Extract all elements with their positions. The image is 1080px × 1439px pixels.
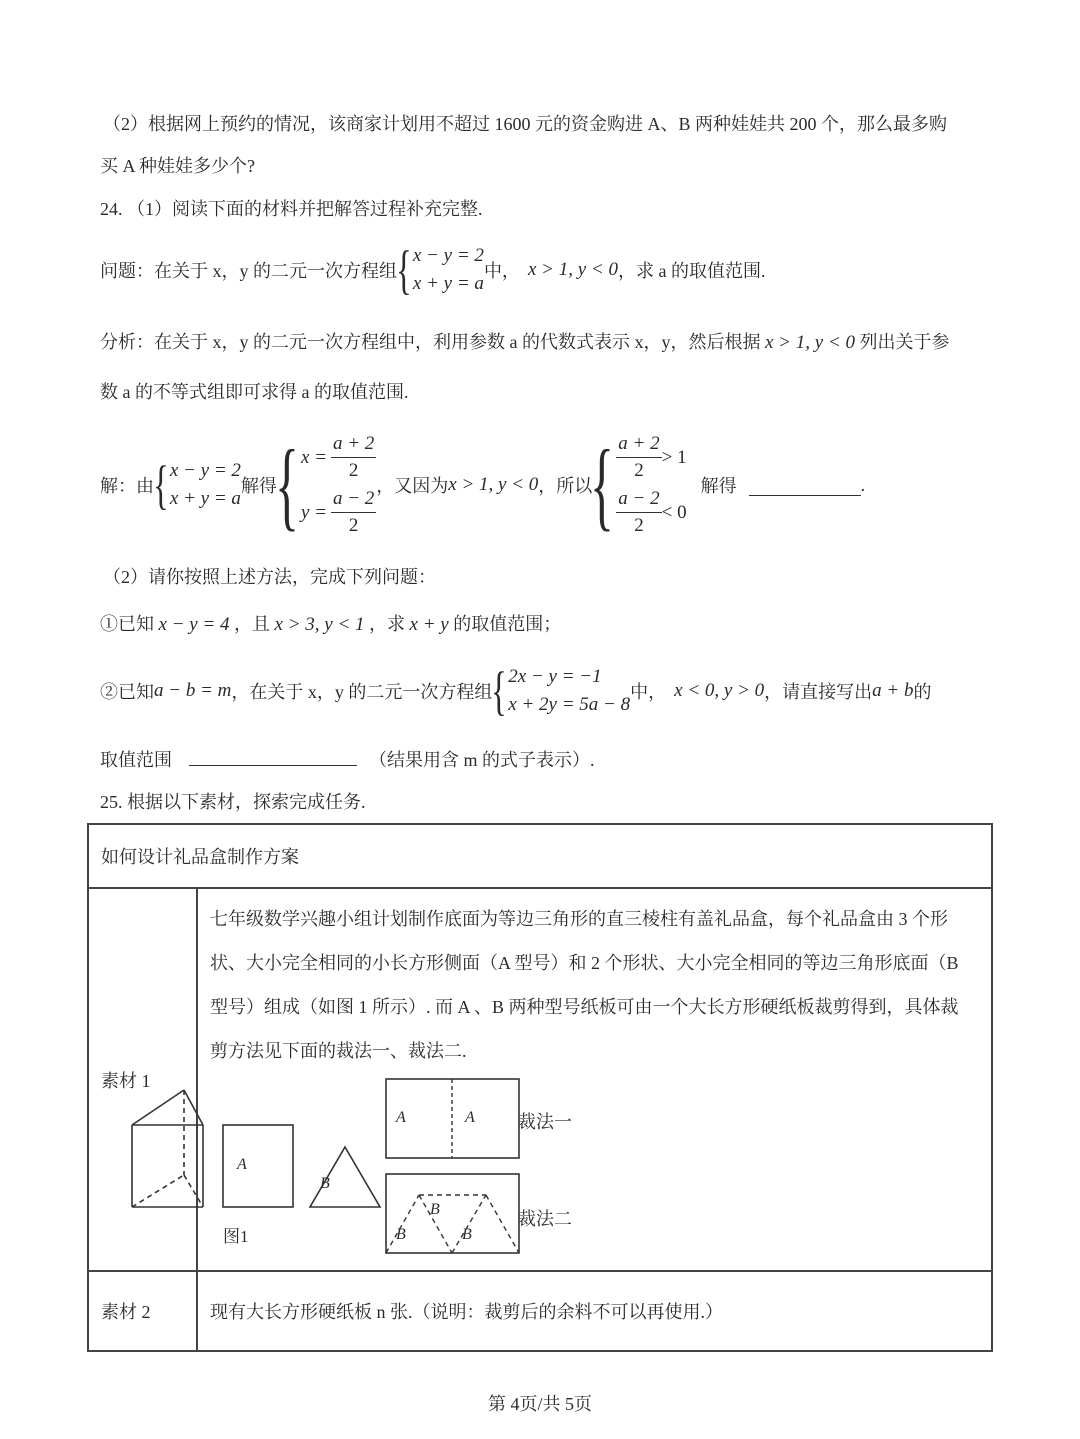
q24-analysis-line1	[100, 330, 950, 355]
item2-mid2: 中，	[630, 682, 667, 702]
brace-icon: {	[491, 661, 508, 721]
analysis-text: 分析：在关于 x，y 的二元一次方程组中，利用参数 a 的代数式表示 x，y，然后根据	[100, 332, 761, 352]
item2-condition: x < 0, y > 0	[674, 680, 765, 701]
q25-heading: 25. 根据以下素材，探索完成任务.	[100, 792, 366, 812]
table-title: 如何设计礼品盒制作方案	[88, 824, 992, 888]
item2-system	[492, 663, 630, 719]
period: .	[860, 474, 866, 495]
page-footer: 第 4页/共 5页	[487, 1394, 592, 1414]
result-label: 解得	[700, 476, 737, 496]
y-numerator: a − 2	[331, 486, 376, 513]
item1-prefix: ①已知	[100, 614, 154, 634]
rect-a-label: A	[237, 1156, 247, 1173]
ineq1-numerator: a + 2	[616, 431, 661, 458]
item2-note: （结果用含 m 的式子表示）.	[369, 750, 595, 770]
y-denominator: 2	[348, 515, 359, 536]
item2-equation: a − b = m	[154, 680, 232, 701]
material1-content	[197, 888, 992, 1271]
problem-suffix-cn: 中，	[483, 261, 520, 281]
cut2-label-b1: B	[396, 1226, 406, 1243]
item1-condition: x > 3, y < 1	[274, 614, 365, 635]
so-text: ，所以	[538, 476, 593, 496]
q24-part2-heading: （2）请你按照上述方法，完成下列问题：	[103, 567, 436, 587]
inequality-system	[592, 431, 686, 539]
item2-range-label: 取值范围	[100, 750, 172, 770]
cut2-label-b3: B	[462, 1226, 472, 1243]
material2-text: 现有大长方形硬纸板 n 张.（说明：裁剪后的余料不可以再使用.）	[197, 1271, 992, 1351]
problem-suffix-end: ，求 a 的取值范围.	[617, 261, 766, 281]
q24-item2-line2	[100, 747, 595, 772]
x-denominator: 2	[348, 460, 359, 481]
problem-condition: x > 1, y < 0	[527, 259, 618, 280]
item1-expression: x + y	[409, 614, 449, 635]
ineq1-denominator: 2	[634, 460, 644, 481]
item1-end: 的取值范围；	[453, 614, 562, 634]
ineq2-numerator: a − 2	[616, 486, 661, 513]
q24-analysis-line2: 数 a 的不等式组即可求得 a 的取值范围.	[100, 382, 409, 402]
solution-system	[154, 457, 241, 513]
q24-heading: 24. （1）阅读下面的材料并把解答过程补充完整.	[100, 199, 483, 219]
analysis-condition: x > 1, y < 0	[765, 332, 856, 353]
material1-figure	[210, 1073, 990, 1263]
cut2-label-b2: B	[430, 1201, 440, 1218]
ineq1-relation: > 1	[661, 446, 687, 468]
solution-result-system	[274, 429, 376, 540]
equation-system	[397, 242, 484, 298]
solution-prefix: 解：由	[100, 476, 154, 496]
equation-2: x + y = a	[412, 273, 484, 294]
item1-equation: x − y = 4	[158, 614, 230, 635]
ineq2-relation: < 0	[661, 501, 687, 523]
brace-icon: {	[396, 240, 412, 300]
cut1-label-a2: A	[465, 1109, 475, 1126]
brace-icon: {	[153, 455, 169, 515]
ineq2-denominator: 2	[634, 515, 644, 536]
solution-condition: x > 1, y < 0	[448, 474, 539, 495]
q24-solution	[100, 425, 865, 545]
figure-caption: 图1	[223, 1227, 249, 1246]
material2-label: 素材 2	[88, 1271, 197, 1351]
x-numerator: a + 2	[331, 431, 376, 458]
material1-line-2: 状、大小完全相同的小长方形侧面（A 型号）和 2 个形状、大小完全相同的等边三角形底面（B	[210, 953, 959, 973]
item1-mid2: ，求	[369, 614, 406, 634]
item2-mid: ，在关于 x，y 的二元一次方程组	[231, 682, 493, 702]
cut1-name: 裁法一	[518, 1112, 572, 1132]
q24-item2	[100, 663, 931, 719]
y-lhs: y =	[300, 501, 327, 523]
analysis-text-end: 列出关于参	[859, 332, 950, 352]
equation-2: x + y = a	[169, 488, 241, 509]
brace-icon: {	[274, 429, 299, 540]
equation-1: x − y = 2	[412, 245, 484, 266]
material1-line-4: 剪方法见下面的裁法一、裁法二.	[210, 1041, 467, 1061]
item2-expression: a + b	[872, 680, 914, 701]
answer-blank-1[interactable]	[749, 475, 861, 496]
triangle-b-label: B	[320, 1175, 330, 1192]
equation-1: 2x − y = −1	[508, 666, 602, 687]
item2-mid3: ，请直接写出	[764, 682, 873, 702]
equation-2: x + 2y = 5a − 8	[508, 694, 631, 715]
q24-item1	[100, 612, 561, 637]
q24-problem	[100, 242, 765, 298]
material1-line-1: 七年级数学兴趣小组计划制作底面为等边三角形的直三棱柱有盖礼品盒，每个礼品盒由 3 个形	[210, 909, 948, 929]
material1-label: 素材 1	[88, 888, 197, 1271]
item2-end: 的	[913, 682, 932, 702]
x-lhs: x =	[300, 446, 327, 468]
problem-prefix: 问题：在关于 x，y 的二元一次方程组	[100, 261, 397, 281]
q23-part2-line1: （2）根据网上预约的情况，该商家计划用不超过 1600 元的资金购进 A、B 两种娃娃共 200 个，那么最多购	[103, 114, 948, 134]
brace-icon: {	[590, 429, 615, 540]
materials-table	[87, 823, 993, 1352]
answer-blank-2[interactable]	[189, 747, 357, 766]
cut2-name: 裁法二	[518, 1209, 572, 1229]
item1-mid: ，且	[234, 614, 271, 634]
equation-1: x − y = 2	[169, 460, 241, 481]
item2-prefix: ②已知	[100, 682, 154, 702]
cut1-label-a1: A	[396, 1109, 406, 1126]
q23-part2-line2: 买 A 种娃娃多少个?	[100, 156, 255, 176]
solved-label: 解得	[240, 476, 277, 496]
material1-line-3: 型号）组成（如图 1 所示）. 而 A 、B 两种型号纸板可由一个大长方形硬纸板裁剪得到，具体裁	[210, 997, 959, 1017]
because-text: ，又因为	[376, 476, 449, 496]
